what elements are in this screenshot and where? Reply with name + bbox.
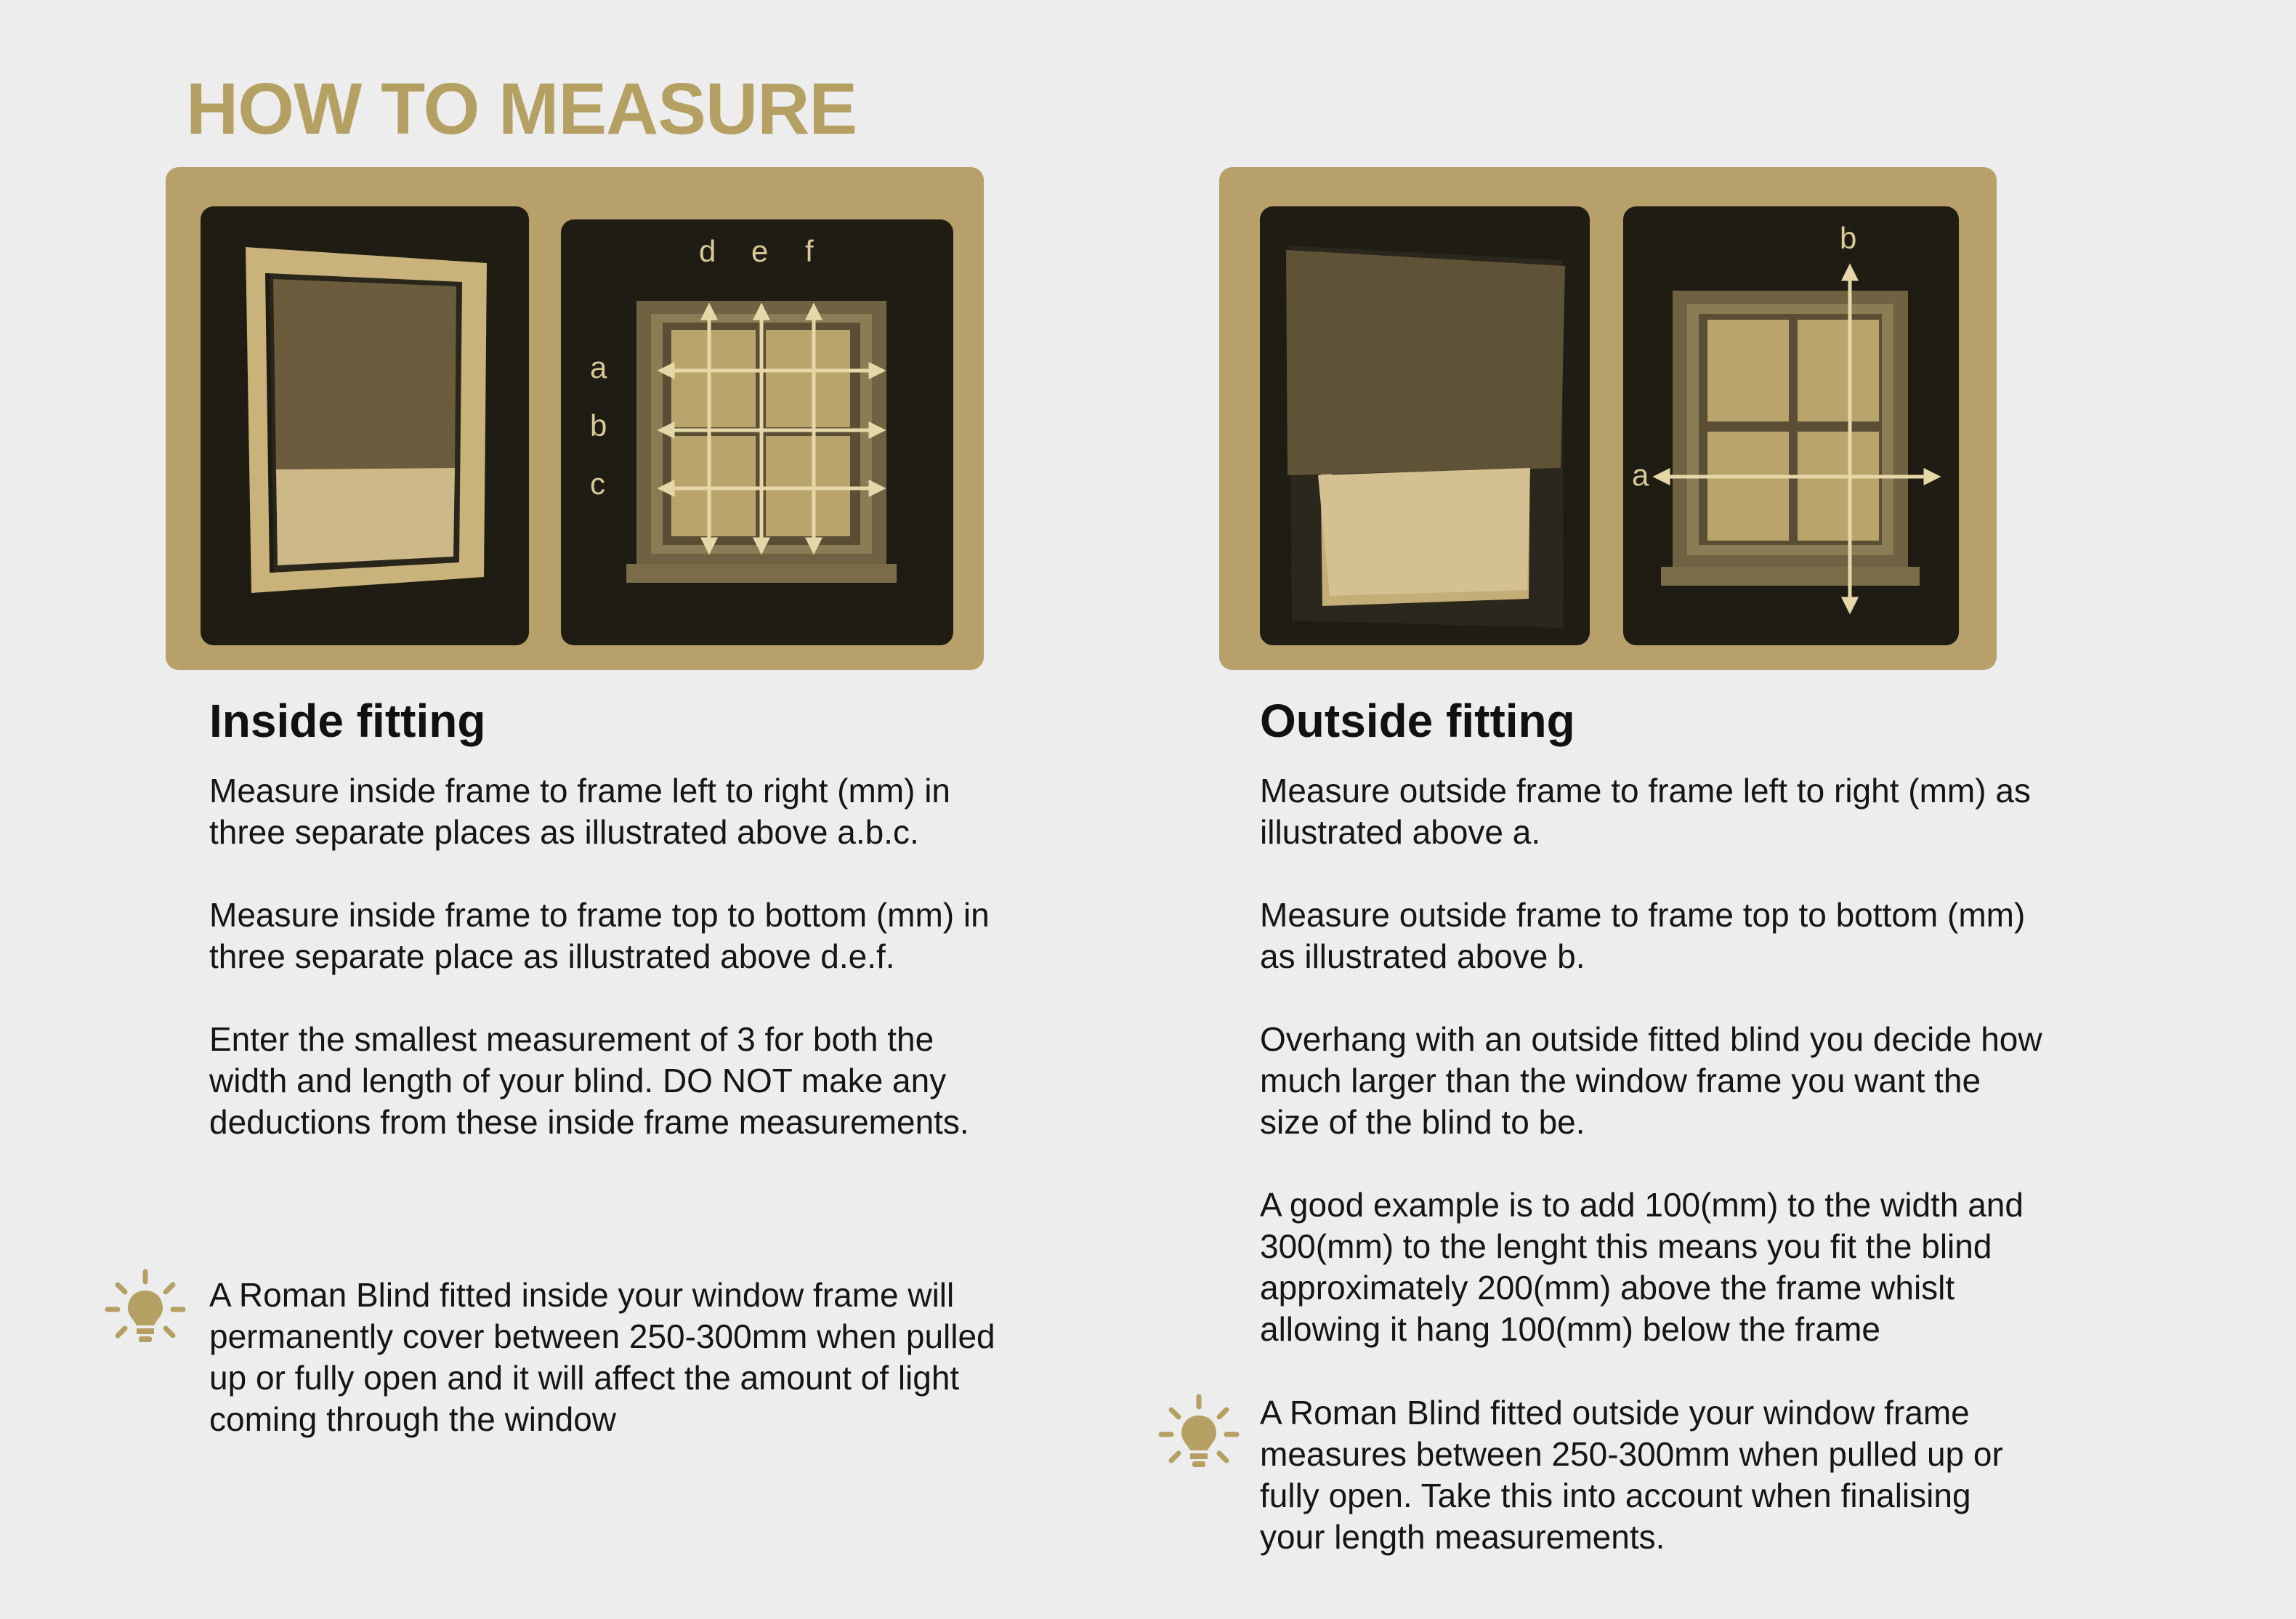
diagram-label-d: d — [699, 234, 716, 268]
inside-paragraph-2: Measure inside frame to frame top to bottom (mm) in three separate place as illustrated above d.e.f. — [209, 896, 990, 975]
outside-paragraph-4: A good example is to add 100(mm) to the width and 300(mm) to the lenght this means you fit the blind approximately 200(mm) above the frame whislt allowing it hang 100(mm) below the frame — [1260, 1186, 2024, 1348]
inside-fitting-instructions — [209, 770, 1016, 1184]
page-title: HOW TO MEASURE — [186, 68, 857, 150]
outside-paragraph-3: Overhang with an outside fitted blind you decide how much larger than the window frame you want the size of the blind to be. — [1260, 1020, 2042, 1141]
outside-paragraph-2: Measure outside frame to frame top to bottom (mm) as illustrated above b. — [1260, 896, 2026, 975]
outside-tip-text: A Roman Blind fitted outside your window frame measures between 250-300mm when pulled up or fully open. Take this into account when finalising your length measurements. — [1260, 1394, 2003, 1556]
diagram-label-a: a — [1632, 458, 1649, 492]
inside-blind-drawing — [201, 206, 529, 645]
lightbulb-icon — [102, 1266, 189, 1357]
inside-fitting-illustration-panel — [166, 167, 984, 670]
inside-fitting-heading: Inside fitting — [209, 695, 486, 747]
outside-fitting-illustration-panel — [1219, 167, 1997, 670]
diagram-label-f: f — [805, 234, 814, 268]
diagram-label-c: c — [590, 467, 605, 501]
inside-fitting-tip — [209, 1275, 1016, 1482]
outside-fitting-tip — [1260, 1392, 2045, 1599]
inside-blind-photo — [201, 206, 529, 645]
diagram-label-a: a — [590, 350, 607, 384]
diagram-label-b: b — [1840, 221, 1857, 255]
outside-paragraph-1: Measure outside frame to frame left to right (mm) as illustrated above a. — [1260, 772, 2031, 851]
diagram-label-e: e — [751, 234, 769, 268]
inside-paragraph-1: Measure inside frame to frame left to right (mm) in three separate places as illustrated above a.b.c. — [209, 772, 950, 851]
outside-fitting-instructions — [1260, 770, 2045, 1392]
inside-paragraph-3: Enter the smallest measurement of 3 for both the width and length of your blind. DO NOT make any deductions from these inside frame measurements. — [209, 1020, 969, 1141]
outside-fitting-heading: Outside fitting — [1260, 695, 1575, 747]
outside-blind-photo — [1260, 206, 1590, 645]
lightbulb-icon — [1155, 1391, 1242, 1482]
diagram-label-b: b — [590, 408, 607, 443]
inside-window-measure-diagram — [561, 219, 953, 645]
outside-blind-drawing — [1260, 206, 1590, 645]
inside-tip-text: A Roman Blind fitted inside your window frame will permanently cover between 250-300mm when pulled up or fully open and it will affect the amount of light coming through the window — [209, 1276, 995, 1438]
outside-window-measure-diagram — [1623, 206, 1959, 645]
